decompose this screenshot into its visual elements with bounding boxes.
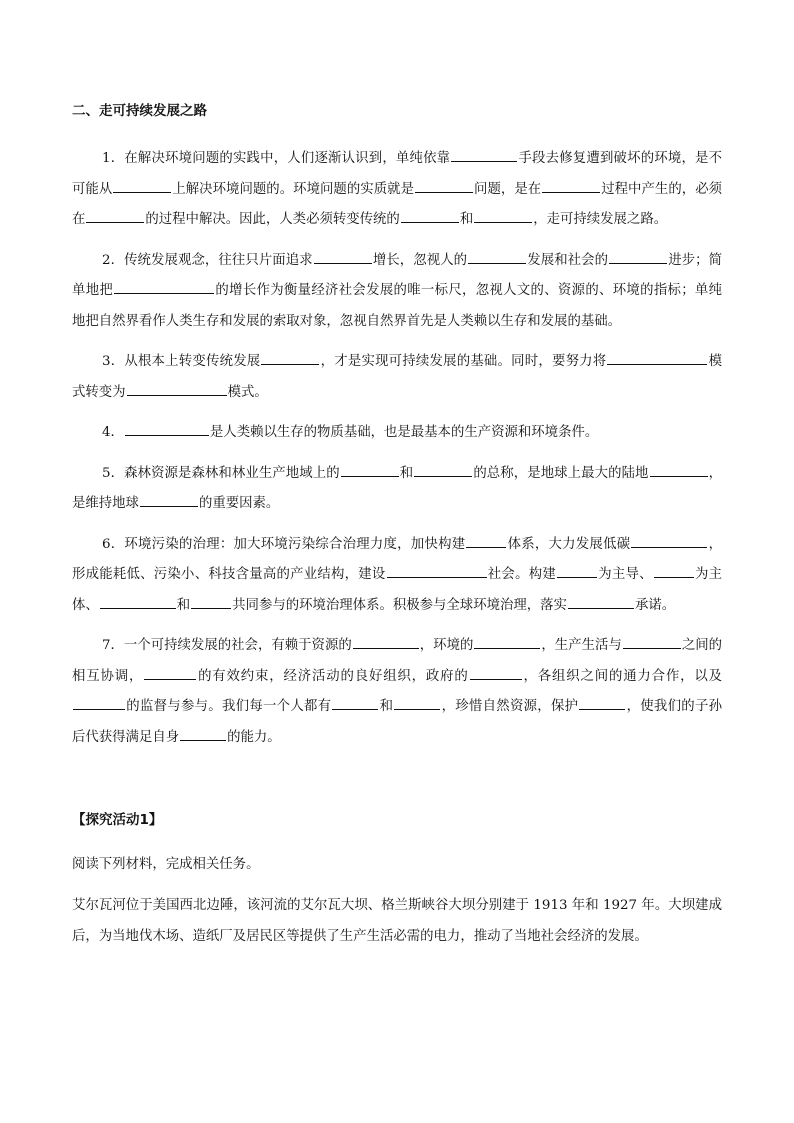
text-segment: ，生产生活与 bbox=[541, 638, 622, 653]
text-segment: 的总称，是地球上最大的陆地 bbox=[473, 465, 649, 481]
text-segment: 共同参与的环境治理体系。积极参与全球环境治理，落实 bbox=[232, 597, 567, 613]
fill-blank[interactable] bbox=[314, 249, 372, 264]
question-item-3 bbox=[72, 347, 722, 408]
fill-blank[interactable] bbox=[654, 563, 694, 578]
question-item-1 bbox=[72, 144, 722, 236]
text-segment: 的能力。 bbox=[227, 729, 281, 745]
text-segment: 4． bbox=[102, 425, 124, 440]
text-segment: 手段去修复遭到破坏的环境，是不可能从 bbox=[72, 151, 722, 197]
fill-blank[interactable] bbox=[140, 492, 198, 507]
fill-blank[interactable] bbox=[73, 695, 125, 710]
text-segment: 为主体、 bbox=[72, 567, 723, 613]
fill-blank[interactable] bbox=[191, 594, 231, 609]
fill-blank[interactable] bbox=[127, 381, 227, 396]
fill-blank[interactable] bbox=[180, 726, 226, 741]
fill-blank[interactable] bbox=[144, 665, 196, 680]
activity-material: 艾尔瓦河位于美国西北边陲，该河流的艾尔瓦大坝、格兰斯峡谷大坝分别建于 1913 年和 1927 年。大坝建成后，为当地伐木场、造纸厂及居民区等提供了生产生活必需的电力，推动了当地社会经济的发展。 bbox=[72, 898, 722, 944]
fill-blank[interactable] bbox=[474, 208, 532, 223]
fill-blank[interactable] bbox=[114, 279, 214, 294]
fill-blank[interactable] bbox=[609, 249, 667, 264]
fill-blank[interactable] bbox=[394, 695, 440, 710]
fill-blank[interactable] bbox=[401, 208, 459, 223]
text-segment: 6．环境污染的治理：加大环境污染综合治理力度，加快构建 bbox=[102, 536, 466, 552]
text-segment: 的增长作为衡量经济社会发展的唯一标尺，忽视人文的、资源的、环境的指标；单纯地把自然界看作人类生存和发展的索取对象，忽视自然界首先是人类赖以生存和发展的基础。 bbox=[72, 283, 723, 329]
fill-blank[interactable] bbox=[332, 695, 378, 710]
fill-blank[interactable] bbox=[557, 563, 597, 578]
fill-blank[interactable] bbox=[113, 178, 171, 193]
text-segment: 模式转变为 bbox=[72, 354, 722, 400]
fill-blank[interactable] bbox=[466, 533, 506, 548]
text-segment: 为主导、 bbox=[597, 567, 653, 582]
text-segment: 问题，是在 bbox=[474, 181, 542, 197]
question-item-5 bbox=[72, 459, 722, 520]
fill-blank[interactable] bbox=[579, 695, 625, 710]
fill-blank[interactable] bbox=[261, 350, 319, 365]
fill-blank[interactable] bbox=[468, 249, 526, 264]
fill-blank[interactable] bbox=[650, 462, 708, 477]
section-heading: 二、走可持续发展之路 bbox=[72, 103, 207, 119]
text-segment: ，珍惜自然资源，保护 bbox=[441, 699, 579, 714]
fill-blank[interactable] bbox=[387, 563, 487, 578]
text-segment: ，是维持地球 bbox=[72, 465, 722, 511]
text-segment: 3．从根本上转变传统发展 bbox=[102, 354, 261, 369]
fill-blank[interactable] bbox=[623, 634, 681, 649]
fill-blank[interactable] bbox=[414, 462, 472, 477]
document-content bbox=[72, 100, 722, 952]
text-segment: 和 bbox=[176, 597, 191, 613]
activity-title: 【探究活动1】 bbox=[72, 812, 163, 828]
text-segment: 之间的相互协调， bbox=[72, 638, 723, 684]
text-segment: 发展和社会的 bbox=[527, 252, 609, 268]
fill-blank[interactable] bbox=[353, 634, 419, 649]
fill-blank[interactable] bbox=[542, 178, 600, 193]
text-segment: 进步；简单地把 bbox=[72, 252, 723, 298]
question-item-4 bbox=[72, 418, 722, 449]
question-item-2 bbox=[72, 246, 722, 338]
text-segment: 增长，忽视人的 bbox=[372, 252, 468, 268]
text-segment: 模式。 bbox=[227, 384, 268, 400]
text-segment: 的有效约束，经济活动的良好组织，政府的 bbox=[197, 668, 469, 684]
fill-blank[interactable] bbox=[568, 594, 634, 609]
text-segment: 过程中产生的，必须在 bbox=[72, 181, 723, 227]
text-segment: 和 bbox=[459, 212, 474, 227]
fill-blank[interactable] bbox=[607, 350, 707, 365]
question-item-7 bbox=[72, 631, 722, 753]
text-segment: ，才是实现可持续发展的基础。同时，要努力将 bbox=[320, 354, 607, 369]
text-segment: 上解决环境问题的。环境问题的实质就是 bbox=[172, 181, 414, 197]
fill-blank[interactable] bbox=[341, 462, 399, 477]
text-segment: 5．森林资源是森林和林业生产地域上的 bbox=[102, 465, 340, 481]
text-segment: 2．传统发展观念，往往只片面追求 bbox=[102, 252, 313, 268]
text-segment: 社会。构建 bbox=[487, 567, 556, 582]
text-segment: 7．一个可持续发展的社会，有赖于资源的 bbox=[102, 638, 352, 653]
text-segment: 1．在解决环境问题的实践中，人们逐渐认识到，单纯依靠 bbox=[102, 151, 451, 166]
fill-blank[interactable] bbox=[86, 208, 144, 223]
text-segment: 体系，大力发展低碳 bbox=[507, 536, 631, 552]
fill-blank[interactable] bbox=[474, 634, 540, 649]
text-segment: 和 bbox=[379, 699, 394, 714]
text-segment: 是人类赖以生存的物质基础，也是最基本的生产资源和环境条件。 bbox=[209, 425, 599, 440]
fill-blank[interactable] bbox=[470, 665, 522, 680]
fill-blank[interactable] bbox=[100, 594, 176, 609]
fill-blank[interactable] bbox=[125, 421, 209, 436]
text-segment: ，各组织之间的通力合作，以及 bbox=[522, 668, 723, 684]
text-segment: 和 bbox=[399, 465, 414, 481]
text-segment: ，走可持续发展之路。 bbox=[533, 212, 668, 227]
text-segment: 的重要因素。 bbox=[198, 496, 280, 511]
text-segment: 承诺。 bbox=[634, 597, 676, 613]
text-segment: ，形成能耗低、污染小、科技含量高的产业结构，建设 bbox=[72, 536, 722, 582]
activity-instruction: 阅读下列材料，完成相关任务。 bbox=[72, 857, 260, 872]
text-segment: ，使我们的子孙后代获得满足自身 bbox=[72, 699, 723, 745]
fill-blank[interactable] bbox=[415, 178, 473, 193]
text-segment: 的监督与参与。我们每一个人都有 bbox=[126, 699, 332, 714]
fill-blank[interactable] bbox=[631, 533, 707, 548]
question-item-6 bbox=[72, 530, 722, 622]
text-segment: ，环境的 bbox=[419, 638, 474, 653]
fill-blank[interactable] bbox=[451, 147, 517, 162]
text-segment: 的过程中解决。因此，人类必须转变传统的 bbox=[145, 212, 400, 227]
